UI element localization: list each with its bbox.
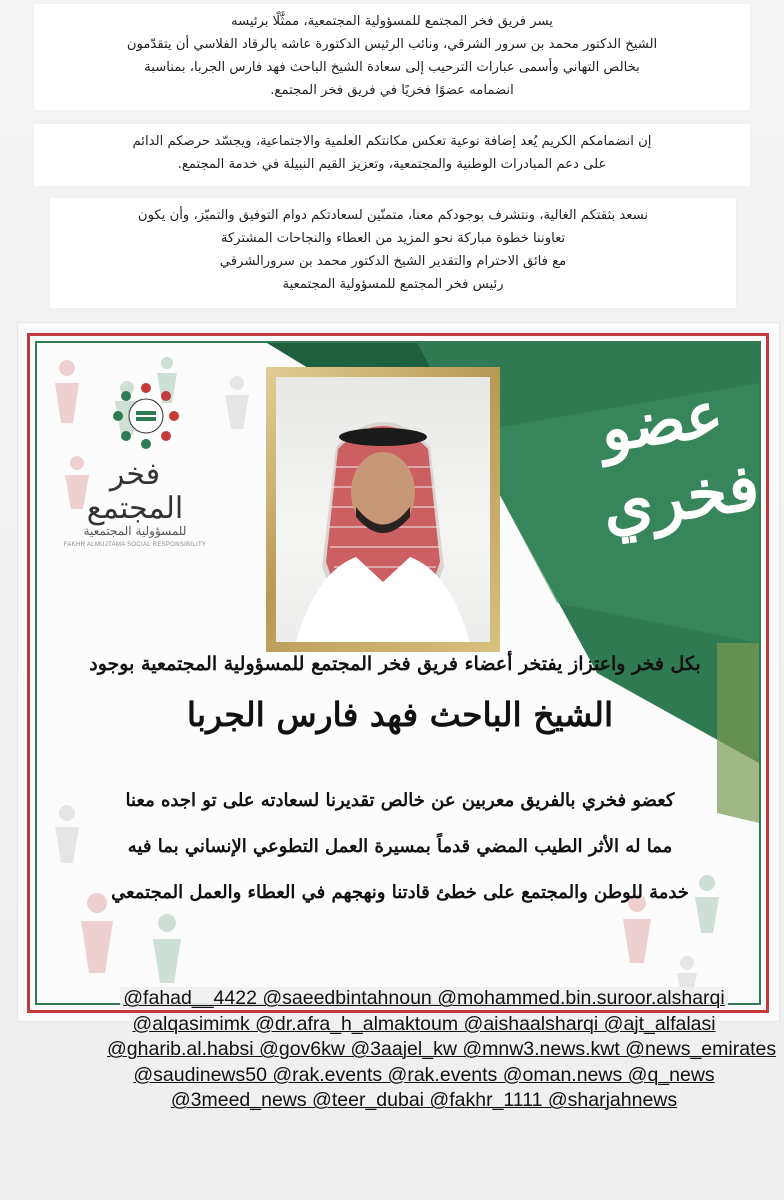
mention-tags [104,986,777,1114]
card1-line: بخالص التهاني وأسمى عبارات الترحيب إلى سعادة الشيخ الباحث فهد فارس الجربا، بمناسبة [144,60,640,75]
card3-line: نسعد بثقتكم الغالية، ونتشرف بوجودكم معنا، متمنّين لسعادتكم دوام التوفيق والتميّز، وأن يكون [137,208,649,223]
poster-body-line: كعضو فخري بالفريق معربين عن خالص تقديرنا لسعادته على تو اجده معنا [125,790,675,811]
honoree-photo-frame [266,367,500,652]
mention-tag-line[interactable]: @saudinews50 @rak.events @rak.events @oman.news @q_news [130,1064,717,1086]
badge-word-honorary: فخري [597,449,764,546]
card1-line: يسر فريق فخر المجتمع للمسؤولية المجتمعية، ممثَّلًا برئيسه [231,14,553,29]
card1-line: انضمامه عضوًا فخريًا في فريق فخر المجتمع. [270,83,514,98]
card3-line: رئيس فخر المجتمع للمسؤولية المجتمعية [282,277,504,292]
card2-line: على دعم المبادرات الوطنية والمجتمعية، وتعزيز القيم النبيلة في خدمة المجتمع. [177,157,607,172]
poster-body-line: خدمة للوطن والمجتمع على خطئ قادتنا ونهجهم في العطاء والعمل المجتمعي [111,882,689,903]
intro-card-appreciation [34,124,750,186]
card1-line: الشيخ الدكتور محمد بن سرور الشرقي، ونائب الرئيس الدكتورة عاشه بالرقاد الفلاسي أن يتقدّمون [126,37,658,52]
team-logo-tagline: FAKHR ALMUJTAMA SOCIAL RESPONSIBILITY [63,542,207,548]
card3-line: مع فائق الاحترام والتقدير الشيخ الدكتور محمد بن سرورالشرقي [219,254,567,269]
badge-word-member: عضو [595,376,728,467]
honoree-photo [276,377,490,642]
mention-tag-line[interactable]: @3meed_news @teer_dubai @fakhr_1111 @sharjahnews [168,1089,680,1111]
person-portrait-icon [276,377,490,642]
intro-card-closing [50,198,736,308]
team-logo-name: فخر المجتمع [86,457,184,526]
mention-tag-line[interactable]: @gharib.al.habsi @gov6kw @3aajel_kw @mnw3.news.kwt @news_emirates [104,1038,779,1060]
poster-body-line: مما له الأثر الطيب المضي قدماً بمسيرة العمل التطوعي الإنساني بما فيه [127,836,673,857]
card2-line: إن انضمامكم الكريم يُعد إضافة نوعية تعكس مكانتكم العلمية والاجتماعية، ويجسّد حرصكم الدائم [132,134,652,149]
mention-tag-line[interactable]: @alqasimimk @dr.afra_h_almaktoum @aishaalsharqi @ajt_alfalasi [129,1013,718,1035]
team-logo-subtitle: للمسؤولية المجتمعية [83,524,187,538]
intro-card-announcement [34,4,750,110]
card3-line: تعاوننا خطوة مباركة نحو المزيد من العطاء والنجاحات المشتركة [220,231,566,246]
team-logo [60,458,210,548]
team-logo-seal-icon [108,378,184,454]
poster-intro-line: بكل فخر واعتزاز يفتخر أعضاء فريق فخر المجتمع للمسؤولية المجتمعية بوجود [89,653,701,675]
mention-tag-line[interactable]: @fahad__4422 @saeedbintahnoun @mohammed.bin.suroor.alsharqi [120,987,727,1009]
honoree-name: الشيخ الباحث فهد فارس الجربا [186,695,614,734]
